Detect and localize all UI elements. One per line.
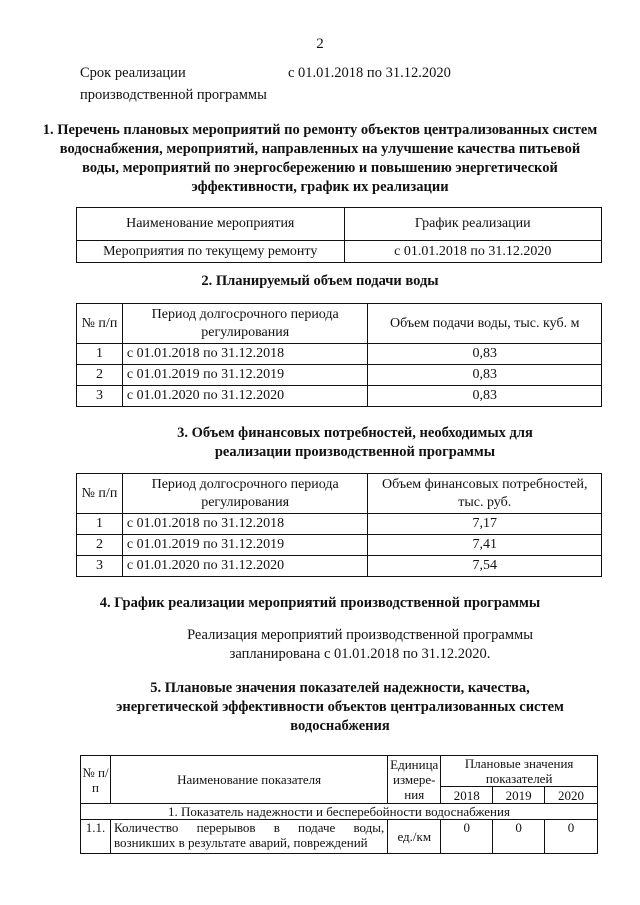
- table-cell: 7,54: [368, 556, 602, 577]
- table-cell: 1: [77, 344, 123, 365]
- table-cell: с 01.01.2018 по 31.12.2020: [344, 241, 602, 263]
- header-cell: № п/п: [77, 474, 123, 514]
- table-header-row: [77, 304, 602, 344]
- section2-table: [76, 303, 602, 407]
- header-cell: Наименование показателя: [110, 756, 387, 804]
- table-cell: 2: [77, 365, 123, 386]
- table-cell: 0,83: [368, 344, 602, 365]
- table-header-row: [81, 756, 598, 787]
- table-cell: Мероприятия по текущему ремонту: [77, 241, 345, 263]
- table-row: [77, 535, 602, 556]
- table-group-row: [81, 804, 598, 820]
- header-cell: Плановые значения показателей: [441, 756, 598, 787]
- table-row: [81, 820, 598, 854]
- term-value: с 01.01.2018 по 31.12.2020: [288, 65, 451, 81]
- table-row: [77, 556, 602, 577]
- term-label-line1: Срок реализации: [80, 65, 186, 81]
- header-cell: Период долгосрочного периода регулирования: [122, 474, 368, 514]
- table-row: [77, 514, 602, 535]
- section2-title: 2. Планируемый объем подачи воды: [201, 273, 439, 289]
- table-header-row: [77, 208, 602, 241]
- header-cell: Объем подачи воды, тыс. куб. м: [368, 304, 602, 344]
- table-header-row: [77, 474, 602, 514]
- table-row: [77, 241, 602, 263]
- table-cell: с 01.01.2019 по 31.12.2019: [122, 365, 368, 386]
- header-cell: Наименование мероприятия: [77, 208, 345, 241]
- table-cell: 2: [77, 535, 123, 556]
- table-cell: 0: [545, 820, 598, 854]
- table-cell: 0: [441, 820, 493, 854]
- header-cell: График реализации: [344, 208, 602, 241]
- term-label: [80, 62, 267, 106]
- table-row: [77, 344, 602, 365]
- section1-table: [76, 207, 602, 263]
- table-cell: 1.1.: [81, 820, 111, 854]
- table-cell: 7,41: [368, 535, 602, 556]
- section1-title: 1. Перечень плановых мероприятий по ремонту объектов централизованных систем водоснабжения, мероприятий, направленных на улучшение качества питьевой воды, мероприятий по энергосбережению и повышению энергетической эффективности, график их реализации: [42, 122, 598, 195]
- table-cell: с 01.01.2018 по 31.12.2018: [122, 514, 368, 535]
- section4-title: 4. График реализации мероприятий производственной программы: [99, 595, 541, 611]
- table-row: [77, 365, 602, 386]
- table-cell: с 01.01.2020 по 31.12.2020: [122, 386, 368, 407]
- table-cell: с 01.01.2020 по 31.12.2020: [122, 556, 368, 577]
- header-cell: Период долгосрочного периода регулирования: [122, 304, 368, 344]
- header-cell: 2019: [493, 787, 545, 804]
- table-cell: 7,17: [368, 514, 602, 535]
- table-cell: 0,83: [368, 386, 602, 407]
- term-label-line2: производственной программы: [80, 87, 267, 103]
- table-cell: 0: [493, 820, 545, 854]
- table-cell: 3: [77, 556, 123, 577]
- table-row: [77, 386, 602, 407]
- table-cell: 1: [77, 514, 123, 535]
- header-cell: Объем финансовых потребностей, тыс. руб.: [368, 474, 602, 514]
- section3-title: 3. Объем финансовых потребностей, необходимых для реализации производственной программы: [177, 425, 533, 460]
- table-cell: с 01.01.2019 по 31.12.2019: [122, 535, 368, 556]
- table-cell: Количество перерывов в подаче воды, возникших в результате аварий, повреждений: [110, 820, 387, 854]
- header-cell: № п/п: [81, 756, 111, 804]
- header-cell: № п/п: [77, 304, 123, 344]
- table-cell: 0,83: [368, 365, 602, 386]
- table-cell: с 01.01.2018 по 31.12.2018: [122, 344, 368, 365]
- section5-title: 5. Плановые значения показателей надежности, качества, энергетической эффективности объектов централизованных систем водоснабжения: [116, 680, 564, 734]
- header-cell: 2020: [545, 787, 598, 804]
- section3-table: [76, 473, 602, 577]
- page-number: 2: [316, 36, 324, 52]
- table-cell: ед./км: [388, 820, 441, 854]
- table-cell: 3: [77, 386, 123, 407]
- header-cell: 2018: [441, 787, 493, 804]
- section5-table: [80, 755, 598, 854]
- section4-text: Реализация мероприятий производственной программы запланирована с 01.01.2018 по 31.12.2020.: [187, 627, 533, 662]
- header-cell: Единица измере-ния: [388, 756, 441, 804]
- table-cell: 1. Показатель надежности и бесперебойности водоснабжения: [81, 804, 598, 820]
